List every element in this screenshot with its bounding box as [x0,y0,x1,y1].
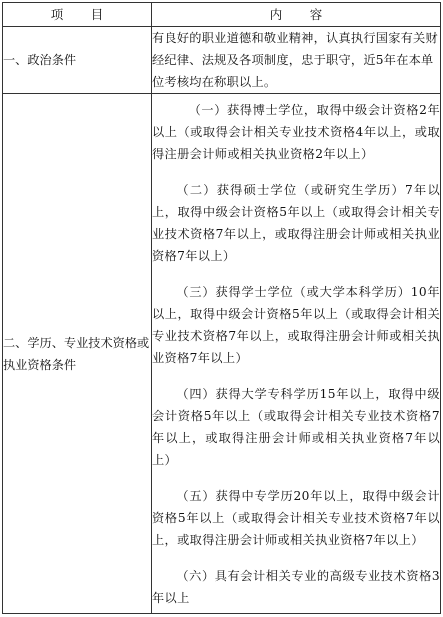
qualifications-content [152,94,441,614]
header-content [152,3,441,27]
requirements-table [2,2,441,614]
politics-label: 一、政治条件 [3,27,152,94]
header-item-label: 项目 [50,6,131,22]
qualifications-label: 二、学历、专业技术资格或执业资格条件 [3,94,152,614]
requirement-item-4: （四）获得大学专科学历15年以上，取得中级会计资格5年以上（或取得会计相关专业技术资格7年以上，或取得注册会计师或相关执业资格7年以上） [152,386,440,467]
table-row-qualifications [3,94,441,614]
table-header-row [3,3,441,27]
table-row-politics [3,27,441,94]
requirement-item-1: （一）获得博士学位，取得中级会计资格2年以上（或取得会计相关专业技术资格4年以上，或取得注册会计师或相关执业资格2年以上） [152,102,440,161]
requirement-item-3: （三）获得学士学位（或大学本科学历）10年以上，取得中级会计资格5年以上（或取得会计相关专业技术资格7年以上，或取得注册会计师或相关执业资格7年以上） [152,284,440,365]
header-content-label: 内容 [269,6,350,22]
header-item [3,3,152,27]
requirement-item-6: （六）具有会计相关专业的高级专业技术资格3年以上 [152,568,440,605]
politics-content: 有良好的职业道德和敬业精神，认真执行国家有关财经纪律、法规及各项制度，忠于职守，近5年在本单位考核均在称职以上。 [152,27,441,94]
requirement-item-5: （五）获得中专学历20年以上，取得中级会计资格5年以上（或取得会计相关专业技术资格7年以上，或取得注册会计师或相关执业资格7年以上） [152,488,440,547]
requirement-item-2: （二）获得硕士学位（或研究生学历）7年以上，取得中级会计资格5年以上（或取得会计相关专业技术资格7年以上，或取得注册会计师或相关执业资格7年以上） [152,182,440,263]
